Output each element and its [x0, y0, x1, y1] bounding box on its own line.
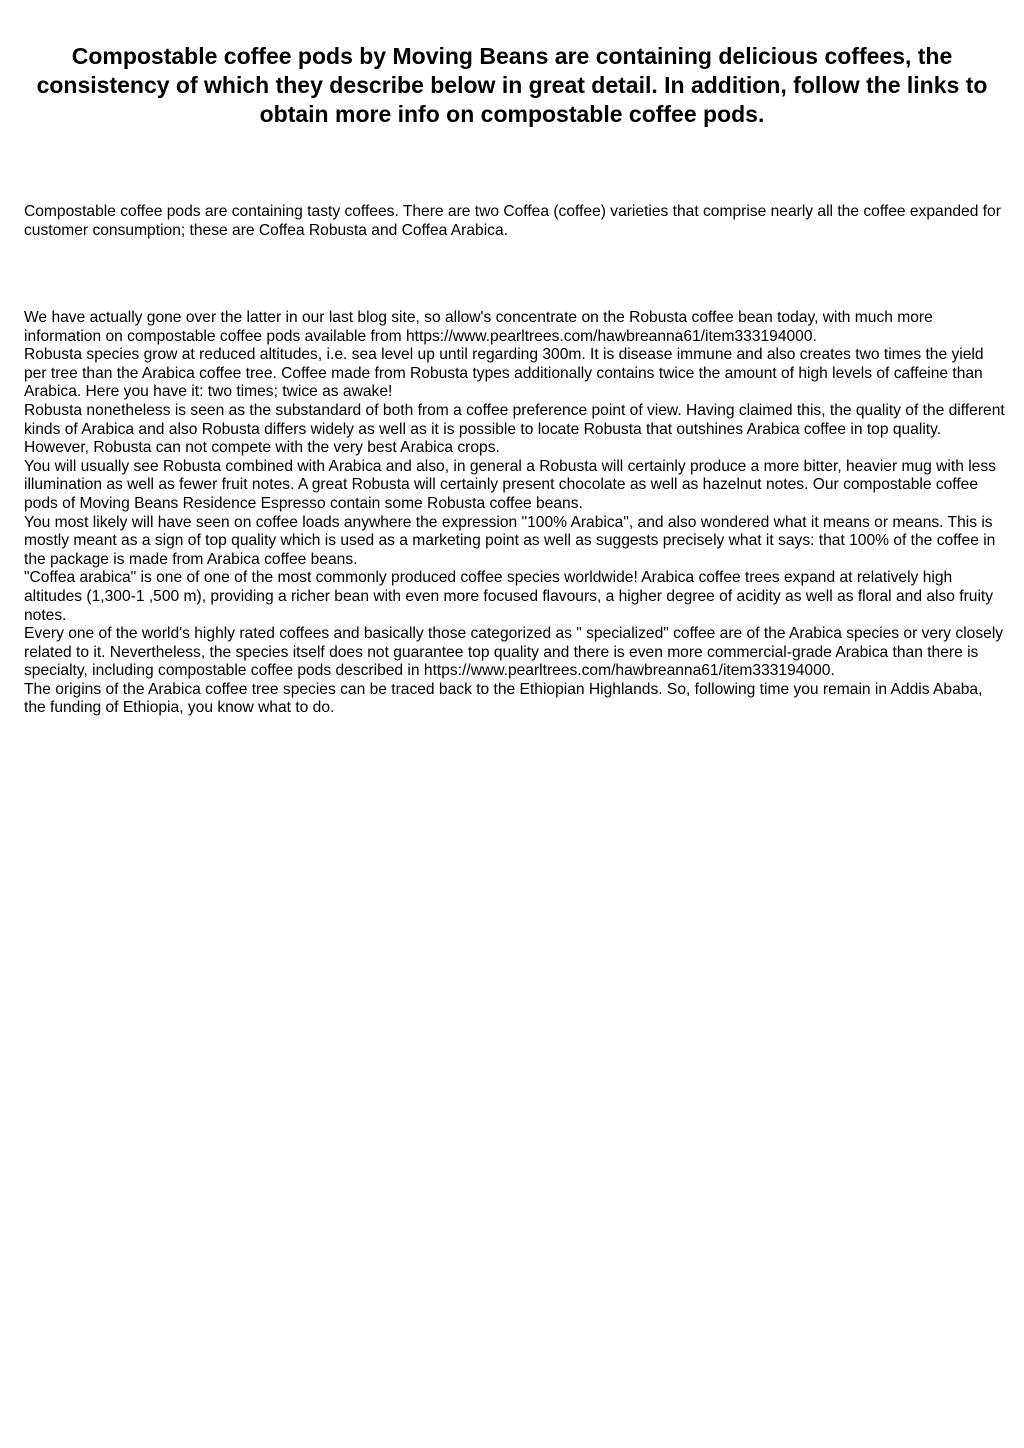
body-paragraph: Every one of the world's highly rated coffees and basically those categorized as " specialized" coffee are of the Arabica species or very closely related to it. Nevertheless, the species itself does not guarantee top quality and there is even more commercial-grade Arabica than there is specialty, including compostable coffee pods described in https://www.pearltrees.com/hawbreanna61/item333194000.: [24, 625, 1004, 680]
body-paragraph: We have actually gone over the latter in our last blog site, so allow's concentrate on the Robusta coffee bean today, with much more information on compostable coffee pods available from https://www.pearltrees.com/hawbreanna61/item333194000.: [24, 309, 933, 345]
body-paragraph: "Coffea arabica" is one of one of the most commonly produced coffee species worldwide! Arabica coffee trees expand at relatively high altitudes (1,300-1 ,500 m), providing a richer bean with even more focused flavours, a higher degree of acidity as well as floral and also fruity notes.: [24, 569, 994, 624]
article-body: [24, 309, 1008, 718]
body-paragraph: Robusta nonetheless is seen as the substandard of both from a coffee preference point of view. Having claimed this, the quality of the different kinds of Arabica and also Robusta differs widely as well as it is possible to locate Robusta that outshines Arabica coffee in top quality. However, Robusta can not compete with the very best Arabica crops.: [24, 401, 1005, 457]
body-paragraph: The origins of the Arabica coffee tree species can be traced back to the Ethiopian Highlands. So, following time you remain in Addis Ababa, the funding of Ethiopia, you know what to do.: [24, 680, 983, 717]
body-paragraph: Robusta species grow at reduced altitudes, i.e. sea level up until regarding 300m. It is disease immune and also creates two times the yield per tree than the Arabica coffee tree. Coffee made from Robusta types additionally contains twice the amount of high levels of caffeine than Arabica. Here you have it: two times; twice as awake!: [24, 346, 984, 401]
intro-paragraph: Compostable coffee pods are containing tasty coffees. There are two Coffea (coffee) varieties that comprise nearly all the coffee expanded for customer consumption; these are Coffea Robusta and Coffea Arabica.: [24, 203, 1001, 239]
body-paragraph: You will usually see Robusta combined with Arabica and also, in general a Robusta will certainly produce a more bitter, heavier mug with less illumination as well as fewer fruit notes. A great Robusta will certainly present chocolate as well as hazelnut notes. Our compostable coffee pods of Moving Beans Residence Espresso contain some Robusta coffee beans.: [24, 457, 996, 512]
document-title: Compostable coffee pods by Moving Beans are containing delicious coffees, the consistency of which they describe below in great detail. In addition, follow the links to obtain more info on compostable coffee pods.: [36, 43, 988, 127]
body-paragraph: You most likely will have seen on coffee loads anywhere the expression "100% Arabica", and also wondered what it means or means. This is mostly meant as a sign of top quality which is used as a marketing point as well as suggests precisely what it says: that 100% of the coffee in the package is made from Arabica coffee beans.: [24, 513, 996, 568]
